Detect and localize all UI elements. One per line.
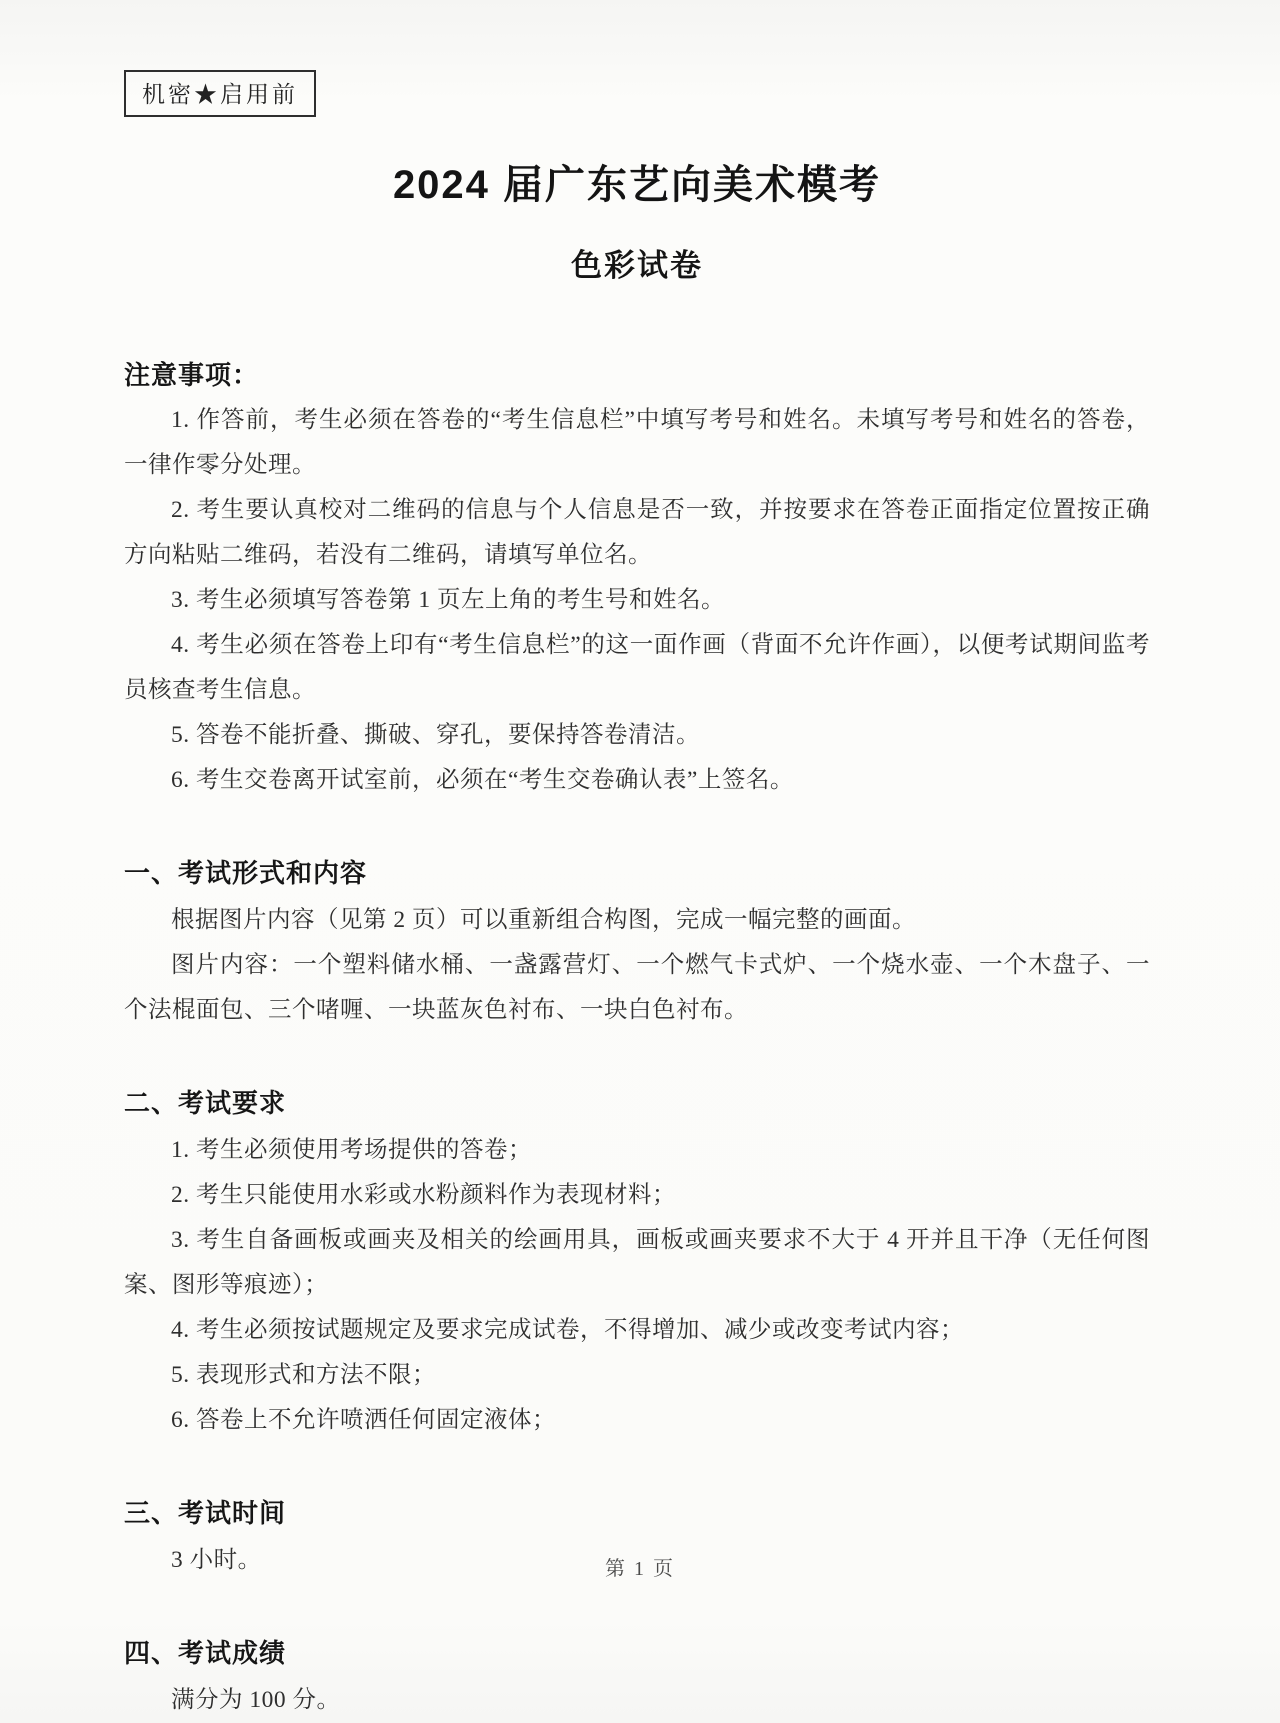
note-item-1: 1. 作答前，考生必须在答卷的“考生信息栏”中填写考号和姓名。未填写考号和姓名的答卷，一律作零分处理。 <box>124 407 1150 478</box>
page-number: 第 1 页 <box>605 1558 675 1580</box>
requirement-item-6: 6. 答卷上不允许喷洒任何固定液体； <box>171 1407 556 1433</box>
note-item-2: 2. 考生要认真校对二维码的信息与个人信息是否一致，并按要求在答卷正面指定位置按正确方向粘贴二维码，若没有二维码，请填写单位名。 <box>124 497 1150 568</box>
requirement-item-3: 3. 考生自备画板或画夹及相关的绘画用具，画板或画夹要求不大于 4 开并且干净（无任何图案、图形等痕迹）； <box>124 1227 1150 1298</box>
note-item-4: 4. 考生必须在答卷上印有“考生信息栏”的这一面作画（背面不允许作画），以便考试期间监考员核查考生信息。 <box>124 632 1150 703</box>
note-item-3: 3. 考生必须填写答卷第 1 页左上角的考生号和姓名。 <box>171 587 725 613</box>
note-item-6: 6. 考生交卷离开试室前，必须在“考生交卷确认表”上签名。 <box>171 767 794 793</box>
notes-heading: 注意事项： <box>124 360 260 390</box>
confidential-label: 机密★启用前 <box>142 82 298 107</box>
note-item-5: 5. 答卷不能折叠、撕破、穿孔，要保持答卷清洁。 <box>171 722 700 748</box>
section-heading-exam-score: 四、考试成绩 <box>124 1638 287 1668</box>
requirement-item-2: 2. 考生只能使用水彩或水粉颜料作为表现材料； <box>171 1182 676 1208</box>
exam-time-value: 3 小时。 <box>171 1547 262 1573</box>
section-exam-format-and-content <box>124 853 1150 1033</box>
section-heading-exam-format: 一、考试形式和内容 <box>124 858 368 888</box>
section-heading-exam-requirements: 二、考试要求 <box>124 1088 287 1118</box>
requirement-item-4: 4. 考生必须按试题规定及要求完成试卷，不得增加、减少或改变考试内容； <box>171 1317 964 1343</box>
section-heading-exam-time: 三、考试时间 <box>124 1498 287 1528</box>
section-exam-requirements <box>124 1083 1150 1443</box>
exam-format-paragraph-1: 根据图片内容（见第 2 页）可以重新组合构图，完成一幅完整的画面。 <box>171 907 916 933</box>
page-subtitle: 色彩试卷 <box>571 248 703 283</box>
requirement-item-5: 5. 表现形式和方法不限； <box>171 1362 436 1388</box>
notes-section <box>124 355 1150 803</box>
section-exam-score <box>124 1633 1150 1723</box>
requirement-item-1: 1. 考生必须使用考场提供的答卷； <box>171 1137 532 1163</box>
exam-format-paragraph-2: 图片内容：一个塑料储水桶、一盏露营灯、一个燃气卡式炉、一个烧水壶、一个木盘子、一个法棍面包、三个啫喱、一块蓝灰色衬布、一块白色衬布。 <box>124 952 1150 1023</box>
confidential-stamp <box>124 70 316 117</box>
exam-score-value: 满分为 100 分。 <box>171 1687 341 1713</box>
page-title: 2024 届广东艺向美术模考 <box>392 163 882 207</box>
